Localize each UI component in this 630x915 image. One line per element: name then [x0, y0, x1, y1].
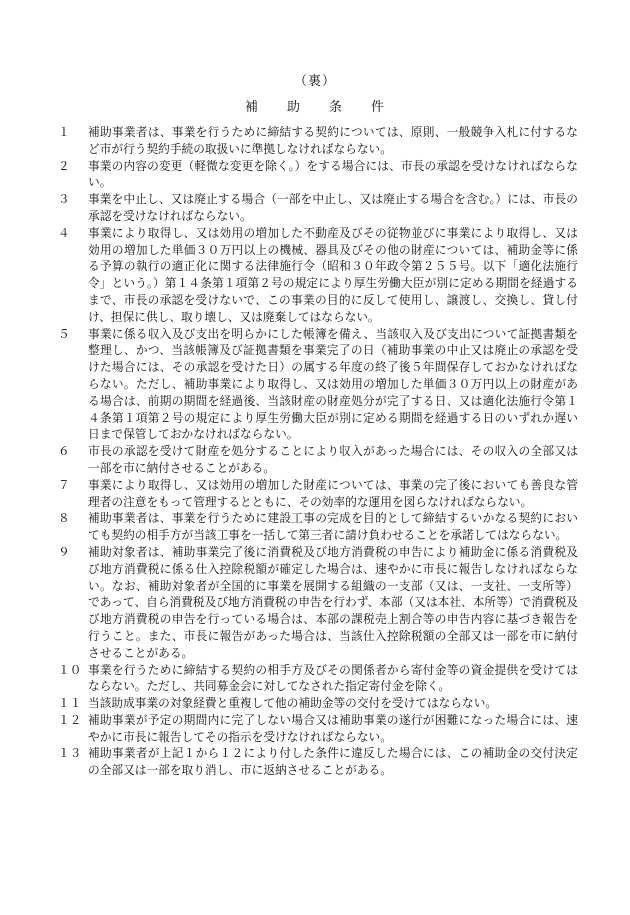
condition-number: ４	[58, 225, 70, 240]
page-side-label: （裏）	[293, 74, 336, 89]
condition-item	[58, 191, 578, 225]
condition-text: 当該助成事業の対象経費と重複して他の補助金等の交付を受けてはならない。	[88, 696, 498, 711]
condition-number: １０	[58, 662, 82, 677]
condition-number: ９	[58, 544, 70, 559]
condition-number: ２	[58, 158, 70, 173]
condition-number: １	[58, 125, 70, 139]
page-title	[0, 96, 630, 115]
title-char: 助	[286, 100, 301, 115]
condition-item	[58, 158, 578, 192]
condition-item	[58, 712, 578, 746]
condition-text: 補助事業者は、事業を行うために建設工事の完成を目的として締結するいかなる契約においても契約の相手方が当該工事を一括して第三者に請け負わせることを承諾してはならない。	[88, 511, 578, 543]
condition-number: ５	[58, 326, 70, 341]
condition-item	[58, 510, 578, 544]
condition-item	[58, 662, 578, 696]
condition-number: ８	[58, 511, 70, 526]
condition-text: 補助事業が予定の期間内に完了しない場合又は補助事業の遂行が困難になった場合には、速やかに市長に報告してその指示を受けなければならない。	[88, 712, 578, 744]
condition-item	[58, 124, 578, 158]
title-char: 件	[371, 100, 386, 115]
condition-number: ３	[58, 192, 70, 207]
condition-text: 事業により取得し、又は効用の増加した不動産及びその従物並びに事業により取得し、又は効用の増加した単価３０万円以上の機械、器具及びその他の財産については、補助金等に係る予算の執行の適正化に関する法律施行令（昭和３０年政令第２５５号。以下「適化法施行令」という。）第１４条第１項第２号の規定により厚生労働大臣が別に定める期間を経過するまで、市長の承認を受けないで、この事業の目的に反して使用し、譲渡し、交換し、貸し付け、担保に供し、取り壊し、又は廃棄してはならない。	[88, 225, 578, 324]
condition-item	[58, 326, 578, 444]
condition-text: 事業を中止し、又は廃止する場合（一部を中止し、又は廃止する場合を含む。）には、市長の承認を受けなければならない。	[88, 192, 578, 223]
condition-item	[58, 745, 578, 779]
condition-text: 補助対象者は、補助事業完了後に消費税及び地方消費税の申告により補助金に係る消費税及び地方消費税に係る仕入控除税額が確定した場合は、速やかに市長に報告しなければならない。なお、補助対象者が全国的に事業を展開する組織の一支部（又は、一支社、一支所等）であって、自ら消費税及び地方消費税の申告を行わず、本部（又は本社、本所等）で消費税及び地方消費税の申告を行っている場合は、本部の課税売上割合等の申告内容に基づき報告を行うこと。また、市長に報告があった場合は、当該仕入控除税額の全部又は一部を市に納付させることがある。	[88, 544, 578, 660]
condition-text: 補助事業者が上記１から１２により付した条件に違反した場合には、この補助金の交付決定の全部又は一部を取り消し、市に返納させることがある。	[88, 746, 578, 778]
condition-text: 事業を行うために締結する契約の相手方及びその関係者から寄付金等の資金提供を受けてはならない。ただし、共同募金会に対してなされた指定寄付金を除く。	[88, 662, 578, 694]
title-char: 条	[329, 100, 344, 115]
condition-item	[58, 477, 578, 511]
condition-text: 市長の承認を受けて財産を処分することにより収入があった場合には、その収入の全部又は一部を市に納付させることがある。	[88, 444, 578, 475]
condition-item	[58, 225, 578, 326]
title-char: 補	[244, 100, 259, 115]
conditions-list	[58, 124, 578, 779]
condition-text: 事業の内容の変更（軽微な変更を除く。）をする場合には、市長の承認を受けなければならない。	[88, 158, 578, 190]
condition-number: ７	[58, 477, 70, 492]
condition-number: １２	[58, 712, 82, 727]
condition-text: 事業に係る収入及び支出を明らかにした帳簿を備え、当該収入及び支出について証拠書類を整理し、かつ、当該帳簿及び証拠書類を事業完了の日（補助事業の中止又は廃止の承認を受けた場合には、その承認を受けた日）の属する年度の終了後５年間保存しておかなければならない。ただし、補助事業により取得し、又は効用の増加した単価３０万円以上の財産がある場合は、前期の期間を経過後、当該財産の財産処分が完了する日、又は適化法施行令第１４条第１項第２号の規定により厚生労働大臣が別に定める期間を経過する日のいずれか遅い日まで保管しておかなければならない。	[88, 326, 578, 442]
condition-number: １１	[58, 696, 82, 711]
condition-item	[58, 695, 578, 712]
condition-item	[58, 544, 578, 662]
condition-number: ６	[58, 444, 70, 459]
condition-text: 事業により取得し、又は効用の増加した財産については、事業の完了後においても善良な管理者の注意をもって管理するとともに、その効率的な運用を図らなければならない。	[88, 477, 578, 509]
condition-number: １３	[58, 746, 82, 761]
condition-text: 補助事業者は、事業を行うために締結する契約については、原則、一般競争入札に付するなど市が行う契約手続の取扱いに準拠しなければならない。	[88, 125, 578, 156]
condition-item	[58, 443, 578, 477]
